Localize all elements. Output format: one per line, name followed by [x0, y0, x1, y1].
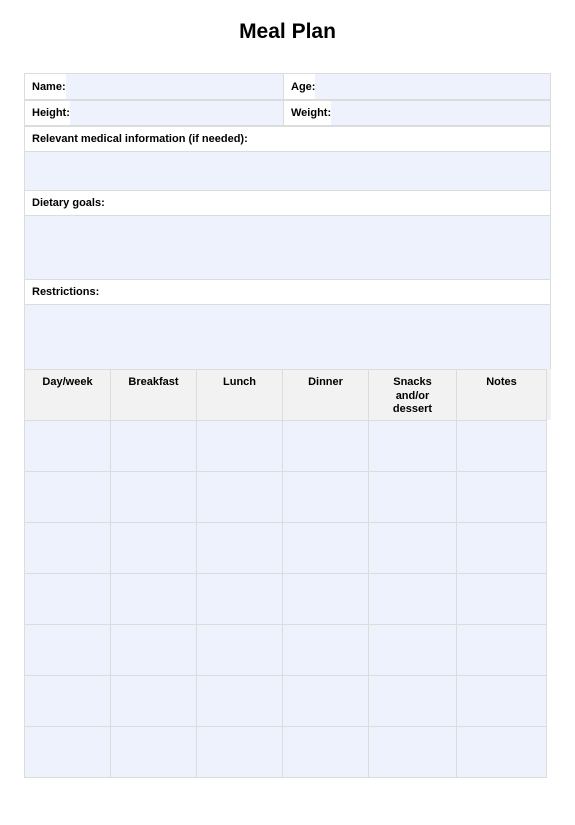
table-cell[interactable]	[24, 573, 111, 625]
weight-label: Weight:	[284, 101, 331, 125]
table-cell[interactable]	[24, 624, 111, 676]
table-cell[interactable]	[456, 471, 547, 523]
height-weight-row	[24, 100, 551, 126]
table-cell[interactable]	[196, 624, 283, 676]
table-cell[interactable]	[24, 726, 111, 778]
table-cell[interactable]	[196, 675, 283, 727]
table-cell[interactable]	[24, 471, 111, 523]
table-cell[interactable]	[456, 522, 547, 574]
dietary-goals-field[interactable]	[24, 215, 551, 280]
table-cell[interactable]	[196, 573, 283, 625]
dietary-goals-label: Dietary goals:	[24, 190, 551, 216]
age-field[interactable]	[315, 74, 550, 99]
table-cell[interactable]	[24, 675, 111, 727]
table-cell[interactable]	[282, 420, 369, 472]
table-cell[interactable]	[368, 471, 457, 523]
table-cell[interactable]	[24, 522, 111, 574]
restrictions-field[interactable]	[24, 304, 551, 370]
restrictions-label: Restrictions:	[24, 279, 551, 305]
table-cell[interactable]	[368, 624, 457, 676]
table-cell[interactable]	[110, 471, 197, 523]
table-cell[interactable]	[24, 420, 111, 472]
meal-table-body	[24, 420, 551, 777]
table-cell[interactable]	[368, 573, 457, 625]
age-cell	[283, 73, 551, 100]
table-cell[interactable]	[196, 471, 283, 523]
table-row	[24, 471, 551, 522]
height-field[interactable]	[70, 101, 283, 125]
table-cell[interactable]	[368, 726, 457, 778]
column-header-1: Breakfast	[110, 369, 197, 421]
table-cell[interactable]	[110, 726, 197, 778]
table-cell[interactable]	[282, 675, 369, 727]
meal-table-header	[24, 369, 551, 420]
meal-plan-form	[24, 73, 551, 777]
table-cell[interactable]	[196, 420, 283, 472]
table-cell[interactable]	[282, 573, 369, 625]
table-cell[interactable]	[110, 420, 197, 472]
table-row	[24, 420, 551, 471]
table-cell[interactable]	[456, 573, 547, 625]
weight-cell	[283, 100, 551, 126]
medical-info-field[interactable]	[24, 151, 551, 191]
table-row	[24, 522, 551, 573]
weight-field[interactable]	[331, 101, 550, 125]
page-title: Meal Plan	[239, 20, 336, 43]
table-cell[interactable]	[282, 726, 369, 778]
table-cell[interactable]	[196, 522, 283, 574]
height-cell	[24, 100, 284, 126]
name-age-row	[24, 73, 551, 100]
column-header-2: Lunch	[196, 369, 283, 421]
table-cell[interactable]	[282, 522, 369, 574]
age-label: Age:	[284, 74, 315, 99]
table-row	[24, 624, 551, 675]
table-row	[24, 573, 551, 624]
table-cell[interactable]	[110, 624, 197, 676]
height-label: Height:	[25, 101, 70, 125]
medical-info-label: Relevant medical information (if needed):	[24, 126, 551, 152]
name-field[interactable]	[66, 74, 283, 99]
table-cell[interactable]	[196, 726, 283, 778]
table-cell[interactable]	[110, 573, 197, 625]
table-cell[interactable]	[456, 624, 547, 676]
name-cell	[24, 73, 284, 100]
table-cell[interactable]	[456, 675, 547, 727]
table-cell[interactable]	[368, 522, 457, 574]
table-cell[interactable]	[282, 624, 369, 676]
column-header-3: Dinner	[282, 369, 369, 421]
table-cell[interactable]	[456, 420, 547, 472]
name-label: Name:	[25, 74, 66, 99]
table-cell[interactable]	[368, 420, 457, 472]
table-cell[interactable]	[456, 726, 547, 778]
column-header-0: Day/week	[24, 369, 111, 421]
table-cell[interactable]	[368, 675, 457, 727]
column-header-5: Notes	[456, 369, 547, 421]
table-cell[interactable]	[110, 675, 197, 727]
table-row	[24, 675, 551, 726]
table-cell[interactable]	[110, 522, 197, 574]
column-header-4: Snacks and/or dessert	[368, 369, 457, 421]
table-row	[24, 726, 551, 777]
table-cell[interactable]	[282, 471, 369, 523]
